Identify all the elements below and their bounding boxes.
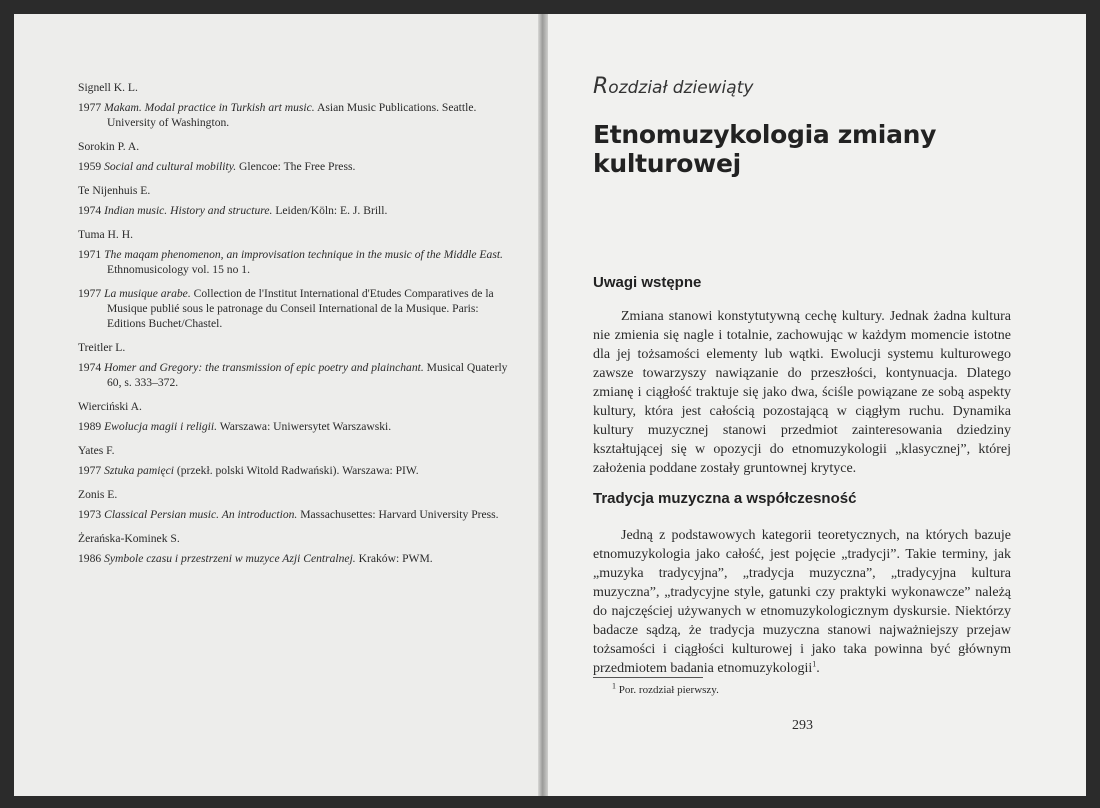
work-title: Sztuka pamięci [104,464,174,477]
bibliography-list [78,80,508,575]
intro-paragraph: Zmiana stanowi konstytutywną cechę kultury. Jednak żadna kultura nie zmienia się nagle i totalnie, zachowując w każdym momencie istotne dla jej tożsamości elementy lub wątki. Ewolucji systemu kulturowego zawsze towarzyszy nawiązanie do przeszłości, kontynuacja. Dlatego zmianę i ciągłość traktuje się jako dwa, ściśle powiązane ze sobą aspekty kultury, która jest całością pozostającą w ciągłym ruchu. Dynamika kultury muzycznej stanowi przedmiot zainteresowania dziedziny kształtującej się w opozycji do etnomuzykologii „klasycznej”, której założenia poddane zostały gruntownej krytyce. [593,309,1011,476]
work-year: 1974 [78,204,102,217]
bibliography-work [78,159,508,174]
work-year: 1986 [78,552,102,565]
work-year: 1974 [78,361,102,374]
book-gutter [538,14,548,796]
work-publication: Asian Music Publications. Seattle. University of Washington. [107,101,477,129]
bibliography-work [78,247,508,277]
footnote-text: Por. rozdział pierwszy. [616,684,719,696]
work-publication: Massachusettes: Harvard University Press. [297,508,499,521]
page-number: 293 [792,718,813,733]
work-year: 1977 [78,464,102,477]
bibliography-author: Zonis E. [78,488,118,501]
work-year: 1977 [78,101,102,114]
footnote-number: 1 [612,681,616,691]
bibliography-work [78,100,508,130]
bibliography-author: Treitler L. [78,341,126,354]
work-publication: Leiden/Köln: E. J. Brill. [272,204,388,217]
bibliography-work [78,286,508,331]
work-title: Ewolucja magii i religii. [104,420,218,433]
work-publication: Ethnomusicology vol. 15 no 1. [107,263,250,276]
section-heading-intro: Uwagi wstępne [593,274,702,291]
work-title: Indian music. History and structure. [104,204,273,217]
bibliography-author: Wierciński A. [78,400,142,413]
work-year: 1971 [78,248,102,261]
work-title: Makam. Modal practice in Turkish art music. [104,101,315,114]
footnote-reference: 1 [812,659,817,669]
bibliography-author: Yates F. [78,444,115,457]
bibliography-work [78,507,508,522]
tradition-paragraph: Jedną z podstawowych kategorii teoretycznych, na których bazuje etnomuzykologia jako całość, jest pojęcie „tradycji”. Takie terminy, jak „muzyka tradycyjna”, „tradycja muzyczna”, „tradycyjna kultura muzyczna”, „tradycyjne style, gatunki czy praktyki wykonawcze” należą do najczęściej używanych w etnomuzykologicznym dyskursie. Niektórzy badacze sądzą, że tradycja muzyczna stanowi najważniejszy przejaw tożsamości i ciągłości kulturowej i jako taka powinna być głównym przedmiotem badania etnomuzykologii$^1$. [593,528,1011,676]
work-publication: Glencoe: The Free Press. [236,160,356,173]
section-heading-tradition: Tradycja muzyczna a współczesność [593,490,857,507]
bibliography-author: Sorokin P. A. [78,140,140,153]
work-publication: Warszawa: Uniwersytet Warszawski. [217,420,392,433]
chapter-label [593,74,753,99]
tradition-paragraph-text: Jedną z podstawowych kategorii teoretycznych, na których bazuje etnomuzykologia jako całość, jest pojęcie „tradycji”. Takie terminy, jak „muzyka tradycyjna”, „tradycja muzyczna”, „tradycyjna kultura muzyczna”, „tradycyjne style, gatunki czy praktyki wykonawcze” należą do najczęściej używanych w etnomuzykologicznym dyskursie. Niektórzy badacze sądzą, że tradycja muzyczna stanowi najważniejszy przejaw tożsamości i ciągłości kulturowej i jako taka powinna być głównym przedmiotem badania etnomuzykologii [593,528,1011,676]
work-year: 1959 [78,160,102,173]
work-publication: (przekł. polski Witold Radwański). Warszawa: PIW. [173,464,419,477]
work-year: 1977 [78,287,102,300]
chapter-label-rest: ozdział dziewiąty [608,78,754,98]
work-title: The maqam phenomenon, an improvisation technique in the music of the Middle East. [104,248,503,261]
bibliography-author: Signell K. L. [78,81,138,94]
bibliography-work [78,551,508,566]
work-year: 1973 [78,508,102,521]
work-publication: Musical Quaterly 60, s. 333–372. [107,361,508,389]
bibliography-author: Te Nijenhuis E. [78,184,151,197]
bibliography-author: Żerańska-Kominek S. [78,532,180,545]
footnote [612,681,719,696]
work-publication: Kraków: PWM. [355,552,433,565]
work-title: Symbole czasu i przestrzeni w muzyce Azji Centralnej. [104,552,356,565]
work-title: Classical Persian music. An introduction. [104,508,298,521]
chapter-title: Etnomuzykologia zmiany kulturowej [593,120,937,178]
work-title: Social and cultural mobility. [104,160,237,173]
work-publication: Collection de l'Institut International d'Etudes Comparatives de la Musique publié sous le patronage du Conseil International de la Musique. Paris: Editions Buchet/Chastel. [107,287,494,330]
footnote-divider [593,677,703,678]
work-title: Homer and Gregory: the transmission of epic poetry and plainchant. [104,361,424,374]
bibliography-work [78,360,508,390]
bibliography-work [78,203,508,218]
chapter-label-initial: R [593,74,609,99]
work-title: La musique arabe. [104,287,191,300]
work-year: 1989 [78,420,102,433]
bibliography-author: Tuma H. H. [78,228,133,241]
bibliography-work [78,463,508,478]
bibliography-work [78,419,508,434]
